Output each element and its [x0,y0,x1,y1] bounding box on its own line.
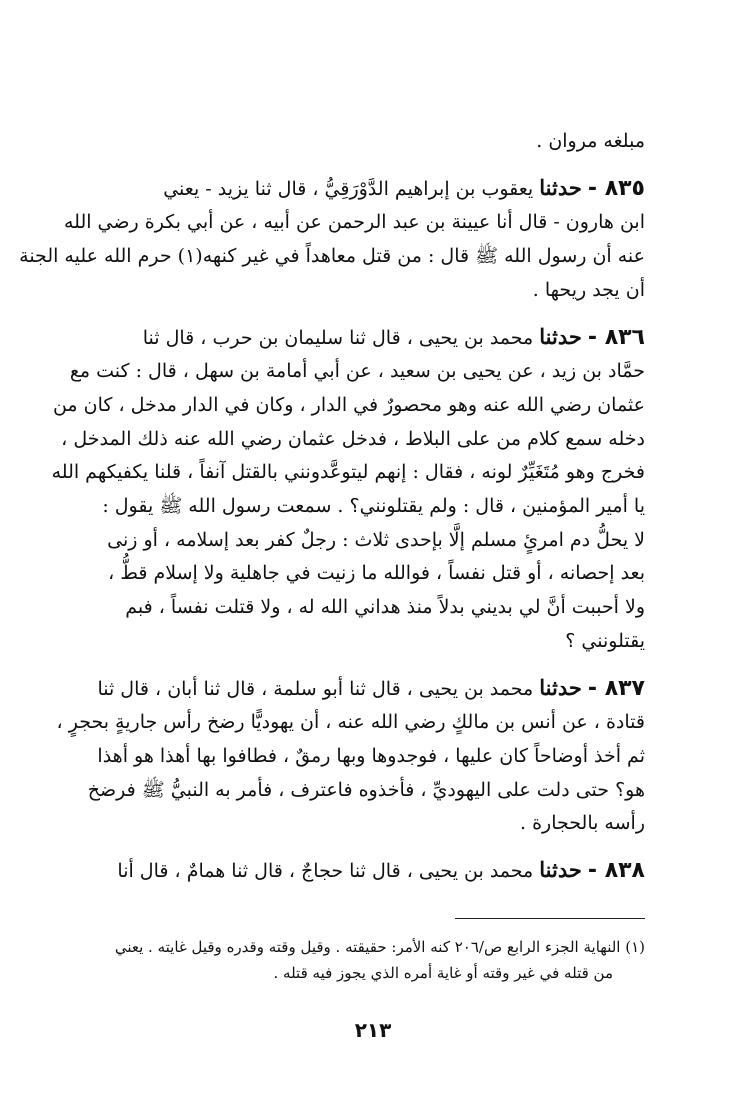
text-span: محمد بن يحيى ، قال ثنا سليمان بن حرب ، قال ثنا [142,326,534,349]
footnote-divider [455,918,645,919]
text-line: رأسه بالحجارة . [520,812,645,835]
text-line: عنه أن رسول الله ﷺ قال : من قتل معاهداً في غير كنهه(١) حرم الله عليه الجنة [19,245,645,268]
text-line: أن يجد ريحها . [532,278,645,301]
text-line: فخرج وهو مُتَغَيِّرٌ لونه ، فقال : إنهم ليتوعَّدونني بالقتل آنفاً ، قلنا يكفيكهم الله [51,461,645,484]
text-span: محمد بن يحيى ، قال ثنا أبو سلمة ، قال ثنا أبان ، قال ثنا [97,677,534,700]
text-line: يقتلونني ؟ [565,629,645,652]
text-line: مبلغه مروان . [536,130,645,152]
narration-keyword: حدثنا [539,857,582,883]
footnote-line: من قتله في غير وقته أو غاية أمره الذي يجوز فيه قتله . [273,964,613,982]
hadith-835-heading [100,171,645,207]
text-span: يعقوب بن إبراهيم الدَّوْرَقِيُّ ، قال ثنا يزيد - يعني [163,177,534,200]
narration-keyword: حدثنا [539,174,582,200]
text-line: عثمان رضي الله عنه وهو محصورٌ في الدار ، وكان في الدار مدخل ، كان من [52,393,645,416]
text-line: يا أمير المؤمنين ، قال : ولم يقتلونني؟ . سمعت رسول الله ﷺ يقول : [102,495,645,518]
hadith-838-heading [100,853,645,889]
text-line: بعد إحصانه ، أو قتل نفساً ، فوالله ما زنيت في جاهلية ولا إسلام قطُّ ، [108,562,645,585]
text-line: هو؟ حتى دلت على اليهوديِّ ، فأخذوه فاعترف ، فأمر به النبيُّ ﷺ فرضخ [87,778,645,801]
hadith-number: ٨٣٧ - [587,675,645,701]
hadith-837-heading [97,671,645,707]
text-line: قتادة ، عن أنس بن مالكٍ رضي الله عنه ، أن يهوديًّا رضخ رأس جاريةٍ بحجرٍ ، [56,711,645,734]
page-number: ٢١٣ [354,1018,392,1042]
text-line: لا يحلُّ دم امرئٍ مسلم إلَّا بإحدى ثلاث : رجلٌ كفر بعد إسلامه ، أو زنى [107,528,645,551]
hadith-number: ٨٣٦ - [587,324,645,350]
footnotes [100,934,645,986]
footnote-line: (١) النهاية الجزء الرابع ص/٢٠٦ كنه الأمر: حقيقته . وقيل وقته وقدره وقيل غايته . يعني [114,938,645,956]
hadith-number: ٨٣٨ - [587,858,645,884]
text-span: محمد بن يحيى ، قال ثنا حجاجٌ ، قال ثنا همامٌ ، قال أنا [117,860,534,883]
hadith-836-heading [100,320,645,356]
text-line: حمَّاد بن زيد ، عن يحيى بن سعيد ، عن أبي أمامة بن سهل ، قال : كنت مع [69,360,645,383]
main-text [19,125,645,889]
text-line: ثم أخذ أوضاحاً كان عليها ، فوجدوها وبها رمقٌ ، فطافوا بها أهذا هو أهذا [97,744,645,767]
narration-keyword: حدثنا [539,674,582,700]
hadith-number: ٨٣٥ - [587,175,645,201]
text-line: دخله سمع كلام من على البلاط ، فدخل عثمان رضي الله عنه ذلك المدخل ، [61,427,645,450]
text-line: ابن هارون - قال أنا عيينة بن عبد الرحمن عن أبيه ، عن أبي بكرة رضي الله [63,211,645,234]
narration-keyword: حدثنا [539,323,582,349]
text-line: ولا أحببت أنَّ لي بديني بدلاً منذ هداني الله له ، ولا قتلت نفساً ، فبم [125,596,645,619]
